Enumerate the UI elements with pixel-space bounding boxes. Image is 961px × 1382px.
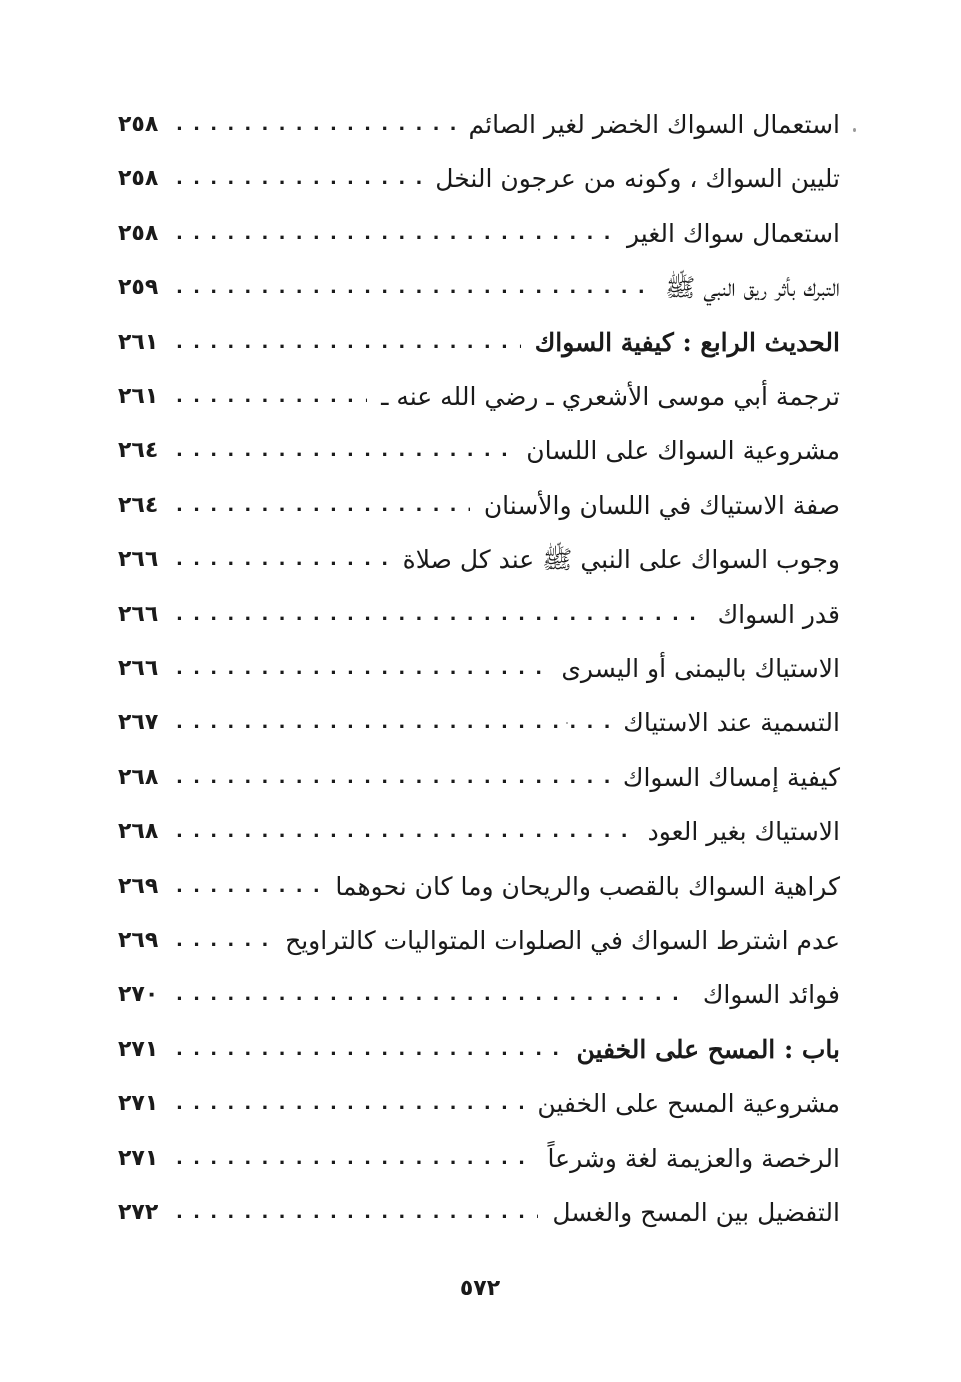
toc-leader-dots — [176, 320, 521, 366]
toc-entry — [118, 320, 840, 366]
toc-entry — [118, 428, 840, 474]
toc-entry — [118, 102, 840, 148]
toc-entry-title: باب : المسح على الخفين — [576, 1035, 840, 1064]
toc-entry-title: الحديث الرابع : كيفية السواك — [534, 328, 840, 357]
toc-entry-title: التسمية عند الاستياك — [623, 708, 840, 737]
toc-entry — [118, 864, 840, 910]
toc-entry-page: ٢٧١ — [118, 1091, 159, 1116]
toc-entry-page: ٢٧٠ — [118, 982, 159, 1007]
toc-entry — [118, 592, 840, 638]
toc-entry-title: تليين السواك ، وكونه من عرجون النخل — [435, 164, 840, 193]
toc-leader-dots — [176, 592, 704, 638]
toc-entry-page: ٢٥٨ — [118, 112, 159, 137]
toc-entry — [118, 972, 840, 1018]
toc-leader-dots — [176, 972, 689, 1018]
toc-entry-title: مشروعية السواك على اللسان — [526, 436, 840, 465]
page-number: ٥٧٢ — [459, 1276, 501, 1301]
toc-entry-page: ٢٦٩ — [118, 928, 159, 953]
toc-entry — [118, 700, 840, 746]
toc-entry — [118, 755, 840, 801]
toc-entry-page: ٢٦٨ — [118, 819, 159, 844]
toc-entry-title: استعمال السواك الخضر لغير الصائم — [468, 110, 840, 139]
toc-entry-page: ٢٦٧ — [118, 710, 159, 735]
toc-entry-page: ٢٧٢ — [118, 1200, 159, 1225]
toc-entry-title: فوائد السواك — [702, 980, 840, 1009]
toc-entry-page: ٢٦٤ — [118, 438, 159, 463]
toc-entry — [118, 1136, 840, 1182]
toc-leader-dots — [176, 646, 547, 692]
toc-entry — [118, 211, 840, 257]
toc-entry-title: استعمال سواك الغير — [626, 219, 840, 248]
toc-entry-title: وجوب السواك على النبي ﷺ عند كل صلاة — [402, 545, 840, 574]
toc-entry-title: ترجمة أبي موسى الأشعري ـ رضي الله عنه ـ — [381, 382, 840, 411]
toc-entry — [118, 809, 840, 855]
toc-entry-title: صفة الاستياك في اللسان والأسنان — [483, 491, 840, 520]
toc-entry — [118, 537, 840, 583]
toc-entry — [118, 646, 840, 692]
toc-entry-page: ٢٥٨ — [118, 221, 159, 246]
toc-entry-page: ٢٥٩ — [118, 275, 159, 300]
toc-entry-title: الاستياك بغير العود — [647, 817, 840, 846]
toc-leader-dots — [176, 483, 470, 529]
toc-entry-page: ٢٦٦ — [118, 547, 159, 572]
toc-entry — [118, 156, 840, 202]
scan-speck — [566, 722, 568, 724]
toc-leader-dots — [176, 156, 421, 202]
toc-entry-page: ٢٦٤ — [118, 493, 159, 518]
toc-entry — [118, 1190, 840, 1236]
toc-leader-dots — [176, 918, 271, 964]
toc-entry-title: مشروعية المسح على الخفين — [537, 1089, 840, 1118]
toc-leader-dots — [176, 374, 367, 420]
toc-entry-page: ٢٦٨ — [118, 765, 159, 790]
toc-entry-title: الرخصة والعزيمة لغة وشرعاً — [547, 1144, 840, 1173]
toc-entry-title: كيفية إمساك السواك — [622, 763, 840, 792]
toc-leader-dots — [176, 755, 609, 801]
toc-entry — [118, 483, 840, 529]
toc-entry-page: ٢٧١ — [118, 1037, 159, 1062]
toc-entry-title: قدر السواك — [717, 600, 840, 629]
toc-entry-title: كراهية السواك بالقصب والريحان وما كان نحوهما — [335, 872, 840, 901]
toc-leader-dots — [176, 428, 512, 474]
toc-leader-dots — [176, 864, 321, 910]
toc-leader-dots — [176, 1027, 562, 1073]
toc-leader-dots — [176, 700, 609, 746]
toc-entry — [118, 265, 840, 311]
toc-entry — [118, 918, 840, 964]
toc-leader-dots — [176, 1081, 523, 1127]
toc-entry-title: الاستياك باليمنى أو اليسرى — [561, 654, 840, 683]
toc-entry-title: التبرك بأثر ريق النبي ﷺ — [665, 273, 840, 302]
toc-leader-dots — [176, 211, 613, 257]
toc-leader-dots — [176, 102, 455, 148]
toc-leader-dots — [176, 809, 634, 855]
toc-entry-title: عدم اشترط السواك في الصلوات المتواليات كالتراويح — [285, 926, 840, 955]
toc-leader-dots — [176, 1190, 538, 1236]
toc-leader-dots — [176, 1136, 534, 1182]
scan-speck — [853, 128, 856, 132]
toc-entry-page: ٢٦٩ — [118, 874, 159, 899]
toc-leader-dots — [176, 265, 651, 311]
toc-entry — [118, 1027, 840, 1073]
toc-leader-dots — [176, 537, 389, 583]
toc-entry-title: التفضيل بين المسح والغسل — [552, 1198, 840, 1227]
toc-entry-page: ٢٦١ — [118, 330, 159, 355]
toc-entry — [118, 374, 840, 420]
toc-entry-page: ٢٦١ — [118, 384, 159, 409]
toc-entry-page: ٢٧١ — [118, 1146, 159, 1171]
toc-entry-page: ٢٦٦ — [118, 656, 159, 681]
toc-entry-page: ٢٦٦ — [118, 602, 159, 627]
toc-entry — [118, 1081, 840, 1127]
toc-entry-page: ٢٥٨ — [118, 166, 159, 191]
